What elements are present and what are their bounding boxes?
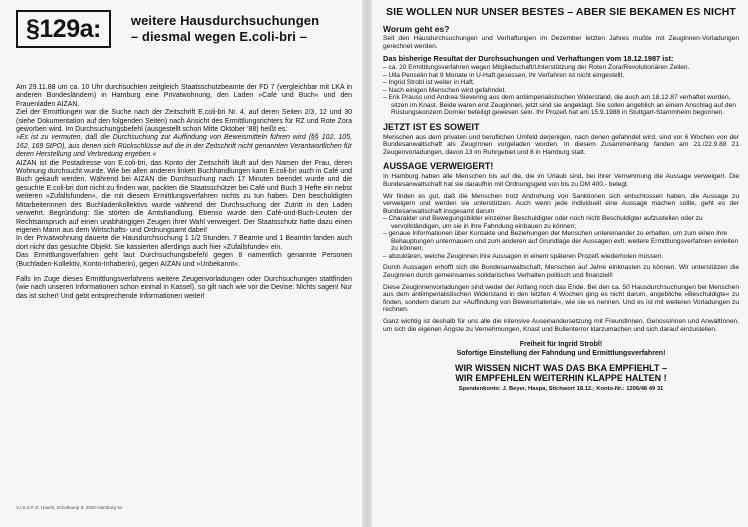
slogan-line-1: WIR WISSEN NICHT WAS DAS BKA EMPFIEHLT – xyxy=(454,363,667,374)
list-item: – Nach einigen Menschen wird gefahndet. xyxy=(383,87,739,95)
paragraph-ziel: Ziel der Ermittlungen war die Suche nach der Zeitschrift E.coli-bri Nr. 4, auf deren Seiten 2/3, 12 und 30 (siehe Dokumentation auf den folgenden Seiten) nach Ansicht des Ermittlungsrichters für RZ und Rote Zora geworben wird. Im Durchsuchungsbefehl (ausgestellt schon Mitte Oktober '88) heißt es: xyxy=(16,109,352,134)
list-item: – Charakter und Bewegungsbilder einzelner Beschuldigter oder noch nicht Beschuldigter aufzustellen oder zu vervollständigen, um sie in ihre Fahndung einbauen zu können; xyxy=(383,215,739,230)
calls-block xyxy=(383,341,739,358)
call-freiheit: Freiheit für Ingrid Strobl! xyxy=(519,341,603,349)
paragraph-aizan: AIZAN ist die Postadresse von E.coli-bri, das Konto der Zeitschrift läuft auf den Namen der Frau, deren Wohnung durchsucht wurde. Wie bei allen anderen linken Buchhandlungen kann E.coli-bri auch in Café und Buch gekauft werden. Während bei AIZAN die Durchsuchung nach 17 Minuten beendet wurde und die gesuchte E.coli-bri dort nicht zu finden war, packten die Staatsschützer bei Café und Buch 3 Hefte ein nebst weiteren »Zufallsfunden«, die mit diesem Ermittlungsverfahren nichts zu tun haben. Den beschuldigten Mitarbeiterinnen des Buchladenkollektivs wurde während der Durchsuchung der Zutritt in den Laden verwehrt. Begründung: Sie störten die Amtshandlung. Ebenso wurde den Café-und-Buch-Leuten der Rechtsanspruch auf einen unabhängigen Zeugen ihrer Wahl verweigert. Der Staatsschutz hatte dazu einen eigenen Mann aus dem Wirtschafts- und Ordnungsamt dabei! xyxy=(16,159,352,234)
left-body xyxy=(16,84,352,301)
imprint-footer: V.i.S.d.P. E. Haack, Schulkamp 8, 2000 Hamburg 52 xyxy=(16,505,123,510)
headline xyxy=(131,13,319,46)
donation-account: Spendenkonto: J. Beyer, Haspa, Stichwort 18.12.; Konto-Nr.: 1206/48 49 31 xyxy=(458,386,664,393)
headline-block xyxy=(16,10,352,48)
aussage-list xyxy=(383,215,739,260)
right-column xyxy=(383,6,739,518)
aussage-text-3: Durch Aussagen erhofft sich die Bundesanwaltschaft, Menschen auf Jahre einknasten zu können. Wir unterstützen die Zeuginnen durch gemeinsames solidarisches Verhalten politisch und finanziell! xyxy=(383,264,739,280)
aussage-text-5: Ganz wichtig ist deshalb für uns alle die intensive Auseinandersetzung mit FreundInnen, GenossInnen und AnwältInnen, um sich die eigenen Ängste zu Vernehmungen, Knast und Bullenterror klarzumachen und sich darauf einzustellen. xyxy=(383,318,739,333)
resultat-list xyxy=(383,64,739,117)
headline-line-1: weitere Hausdurchsuchungen xyxy=(130,12,320,28)
page-fold-divider xyxy=(362,0,372,527)
aussage-heading: AUSSAGE VERWEIGERT! xyxy=(383,161,494,172)
call-einstellung: Sofortige Einstellung der Fahndung und Ermittlungsverfahren! xyxy=(456,349,666,357)
paragraph-privatwohnung: In der Privatwohnung dauerte die Hausdurchsuchung 1 1/2 Stunden. 7 Beamte und 1 Beamtin fanden auch dort nicht das gesuchte Objekt. Sie kassierten allerdings auch hier »Zufallsfunde« ein. xyxy=(16,235,352,251)
paragraph-verfahren: Das Ermittlungsverfahren geht laut Durchsuchungsbefehl gegen 8 namentlich genannte Personen (Buchladen-Kollektiv, Konto-Inhaberin), gegen AIZAN und »Unbekannt«. xyxy=(16,252,352,268)
aussage-text-4: Diese Zeuginnenvorladungen sind weder der Anfang noch das Ende. Bei den ca. 50 Hausdurchsuchungen bei Menschen aus dem antiimperialistischen Widerstand in den letzten 4 Wochen ging es nicht darum, angebliche »Beschuldigte« zu finden, sondern darum zur »Auffindung von Beweismaterial«, wie sie es nennen. Und es ist mit weiteren Vorladungen zu rechnen. xyxy=(383,283,739,314)
headline-line-2: – diesmal wegen E.coli-bri – xyxy=(130,29,308,44)
list-item: – abzuklären, welche Zeuginnen ihre Aussagen in einem späteren Prozeß wiederholen müssen. xyxy=(383,253,739,261)
list-item: – Ingrid Strobl ist weiter in Haft. xyxy=(383,79,739,87)
worum-heading: Worum geht es? xyxy=(383,24,450,34)
paragraph-intro: Am 29.11.88 um ca. 10 Uhr durchsuchten zeitgleich Staatsschutzbeamte der FD 7 (vergleichbar mit LKA in anderen Bundesländern) in Hamburg eine Privatwohnung, den Laden »Café und Buch« und den Frauenladen AIZAN. xyxy=(16,84,352,108)
right-title: SIE WOLLEN NUR UNSER BESTES – ABER SIE BEKAMEN ES NICHT xyxy=(386,6,736,18)
paragraph-quote: »Es ist zu vermuten, daß die Durchsuchung zur Auffindung von Beweismitteln führen wird (§§ 102, 105, 162, 169 StPO), aus denen sich Rückschlüsse auf die in der Zeitschrift nicht genannten Verantwortlichen für deren Herstellung und Verbreitung ergeben.« xyxy=(16,134,352,159)
left-column xyxy=(16,6,352,518)
slogan-line-2: WIR EMPFEHLEN WEITERHIN KLAPPE HALTEN ! xyxy=(455,373,667,384)
list-item: – genaue Informationen über Kontakte und Beziehungen der Menschen untereinander zu erhalten, um zum einen ihre Behauptungen untermauern und zum anderen auf Grundlage der Aussagen evtl. weitere Ermittlungsverfahren einleiten zu können; xyxy=(383,230,739,253)
resultat-heading: Das bisherige Resultat der Durchsuchungen und Verhaftungen vom 18.12.1987 ist: xyxy=(383,54,674,64)
list-item: – ca. 20 Ermittlungsverfahren wegen Mitgliedschaft/Unterstützung der Roten Zora/Revolutionären Zellen. xyxy=(383,64,739,72)
soweit-text: Menschen aus dem privaten und beruflichen Umfeld derjenigen, nach denen gefahndet wird, sind vor 6 Wochen von der Bundesanwaltschaft als Zeug!nnen vorgeladen worden. In diesem Zusammenhang fanden am 21./22.9.88 21 Zeugenvorladungen, davon 13 im Ruhrgebiet und 8 in Hamburg statt. xyxy=(383,133,739,156)
aussage-text-1: In Hamburg haben alle Menschen bis auf die, die im Urlaub sind, bei ihrer Vernehmung die Aussage verweigert. Die Bundesanwaltschaft hat sie daraufhin mit Ordnungsgeld von bis zu DM 400,- belegt. xyxy=(383,173,739,189)
paragraph-129a-label: §129a: xyxy=(16,10,111,48)
slogan-block xyxy=(383,363,739,383)
paragraph-closing: Falls im Zuge dieses Ermittlungsverfahrens weitere Zeugenvorladungen oder Durchsuchungen stattfinden (wie nach unseren Informationen schon einmal in Kassel), so gilt nach wie vor die Devise: Nichts sagen! Nur das ist sicher! Und gebt entsprechende Informationen weiter! xyxy=(16,275,352,300)
aussage-text-2: Wir finden es gut, daß die Menschen trotz Androhung von Sanktionen sich entschlossen haben, die Aussage zu verweigern und werden sie unterstützen. Auch wenn jede individuell eine Aussage machen sollte, geht es der Bundesanwaltschaft insgesamt darum xyxy=(383,192,739,215)
list-item: – Erik Prauss und Andrea Sievering aus dem antiimperialistischen Widerstand, die auch am 18.12.87 verhaftet wurden, sitzen im Knast. Beide waren erst Zeuginnen, jetzt sind sie angeklagt. Sie sollen angeblich an einem Anschlag auf den Rüstungskonzern Dornier beteiligt gewesen sein. Ihr Prozeß hat am 15.9.1988 in Stuttgart-Stammheim begonnen. xyxy=(383,94,739,117)
soweit-heading: JETZT IST ES SOWEIT xyxy=(383,121,480,132)
list-item: – Ulla Penselin hat 9 Monate in U-Haft gesessen, ihr Verfahren ist nicht eingestellt. xyxy=(383,72,739,80)
worum-text: Seit den Hausdurchsuchungen und Verhaftungen im Dezember letzten Jahres mußte mit Zeuginnen-Vorladungen gerechnet werden. xyxy=(383,35,739,50)
